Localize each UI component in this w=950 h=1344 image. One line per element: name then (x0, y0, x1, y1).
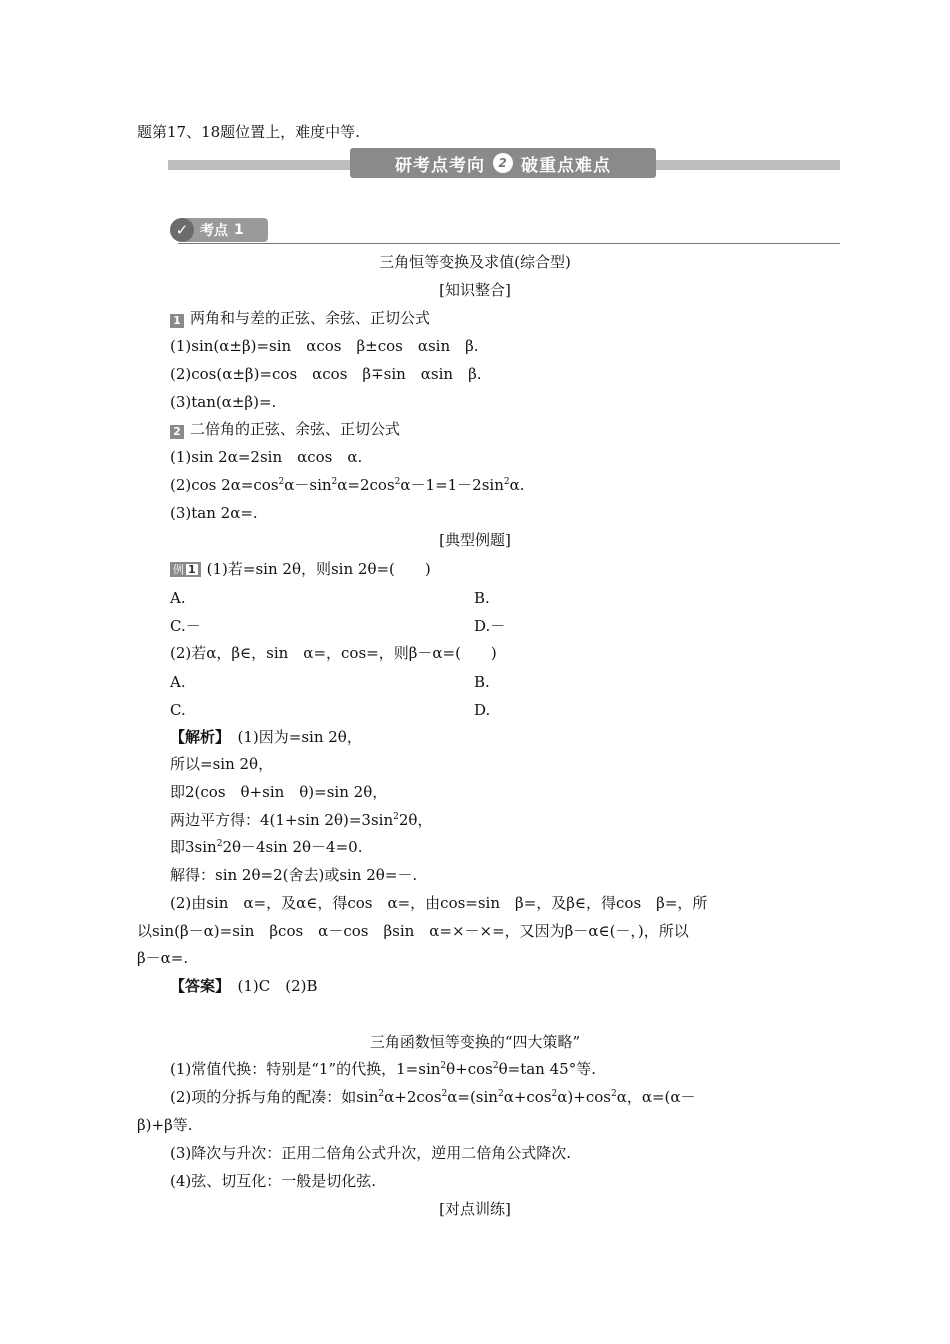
strategy-4: (4)弦、切互化：一般是切化弦. (170, 1172, 377, 1190)
tag-2: 2 (170, 425, 184, 439)
q1-option-b: B. (474, 589, 490, 607)
solution-line-3: 即2(cos θ+sin θ)=sin 2θ， (170, 783, 388, 801)
example-q2: (2)若α，β∈，sin α=，cos=，则β－α=( ) (170, 644, 497, 662)
q1-option-d: D.－ (474, 617, 506, 635)
banner-left: 研考点考向 (395, 155, 485, 176)
strategy-2: (2)项的分拆与角的配凑：如$\sin^2\alpha+2\cos^2\alpha=(\sin^2\alpha+\cos^2\alpha)+\cos^2\alpha$，α=(α－ (170, 1088, 696, 1106)
strategy-2-cont: β)+β等. (137, 1116, 193, 1134)
solution-line-2: 所以=sin 2θ， (170, 755, 274, 773)
top-text: 题第17、18题位置上，难度中等. (137, 123, 360, 141)
section-title: 三角恒等变换及求值(综合型) (379, 253, 571, 271)
knowledge-2-title-text: 二倍角的正弦、余弦、正切公式 (190, 420, 401, 438)
example-q1: 例 1 (1)若=sin 2θ，则sin 2θ=( ) (170, 559, 431, 579)
solution-label: 【解析】 (170, 728, 223, 746)
section-banner (350, 148, 656, 178)
q2-option-a: A. (170, 673, 186, 691)
q2-option-d: D. (474, 701, 491, 719)
formula-tan-double: (3)tan 2α=. (170, 504, 258, 522)
example-tag: 例 1 (170, 562, 201, 577)
solution-line-7: (2)由sin α=，及α∈，得cos α=，由cos=sin β=，及β∈，得cos β=，所 (170, 894, 708, 912)
formula-cos-double: (2)cos $2\alpha=\cos^2\alpha-\sin^2\alpha=2\cos^2\alpha-1=1-2\sin^2\alpha$. (170, 476, 525, 494)
q2-option-b: B. (474, 673, 490, 691)
training-heading: [对点训练] (439, 1200, 511, 1218)
strategy-1: (1)常值代换：特别是“1”的代换，$1=\sin^2\theta+\cos^2\theta=\tan$ 45°等. (170, 1060, 596, 1078)
solution-line-1: 【解析】 (1)因为=sin 2θ， (170, 728, 362, 746)
strategy-title: 三角函数恒等变换的“四大策略” (369, 1033, 581, 1051)
banner-number: 2 (493, 153, 513, 173)
formula-tan-sum: (3)tan(α±β)=. (170, 393, 277, 411)
q2-option-c: C. (170, 701, 186, 719)
formula-sin-sum: (1)sin(α±β)=sin αcos β±cos αsin β. (170, 337, 479, 355)
kaodian-number: 1 (234, 222, 244, 238)
solution-line-5: 即$3\sin^22\theta-4\sin$ 2θ－4=0. (170, 838, 363, 856)
q1-option-a: A. (170, 589, 186, 607)
knowledge-heading: [知识整合] (439, 281, 511, 299)
check-icon: ✓ (170, 218, 194, 242)
solution-line-9: β－α=. (137, 949, 189, 967)
formula-sin-double: (1)sin 2α=2sin αcos α. (170, 448, 363, 466)
knowledge-1-title-text: 两角和与差的正弦、余弦、正切公式 (190, 309, 431, 327)
q1-option-c: C.－ (170, 617, 201, 635)
knowledge-1-title (170, 308, 430, 328)
kaodian-rule (178, 243, 840, 244)
solution-line-6: 解得：sin 2θ=2(舍去)或sin 2θ=－. (170, 866, 418, 884)
formula-cos-sum: (2)cos(α±β)=cos αcos β∓sin αsin β. (170, 365, 482, 383)
solution-line-8: 以sin(β－α)=sin βcos α－cos βsin α=×－×=，又因为β－α∈(－，)，所以 (137, 922, 689, 940)
kaodian-label: 考点 (200, 223, 228, 239)
tag-1: 1 (170, 314, 184, 328)
kaodian-badge (170, 218, 268, 242)
knowledge-2-title (170, 419, 400, 439)
solution-line-4: 两边平方得：4(1+sin $2\theta)=3\sin^22\theta$， (170, 811, 433, 829)
answer-label: 【答案】 (170, 977, 223, 995)
banner-right: 破重点难点 (521, 155, 611, 176)
typical-heading: [典型例题] (439, 531, 511, 549)
strategy-3: (3)降次与升次：正用二倍角公式升次，逆用二倍角公式降次. (170, 1144, 572, 1162)
answer-line: 【答案】 (1)C (2)B (170, 977, 318, 995)
